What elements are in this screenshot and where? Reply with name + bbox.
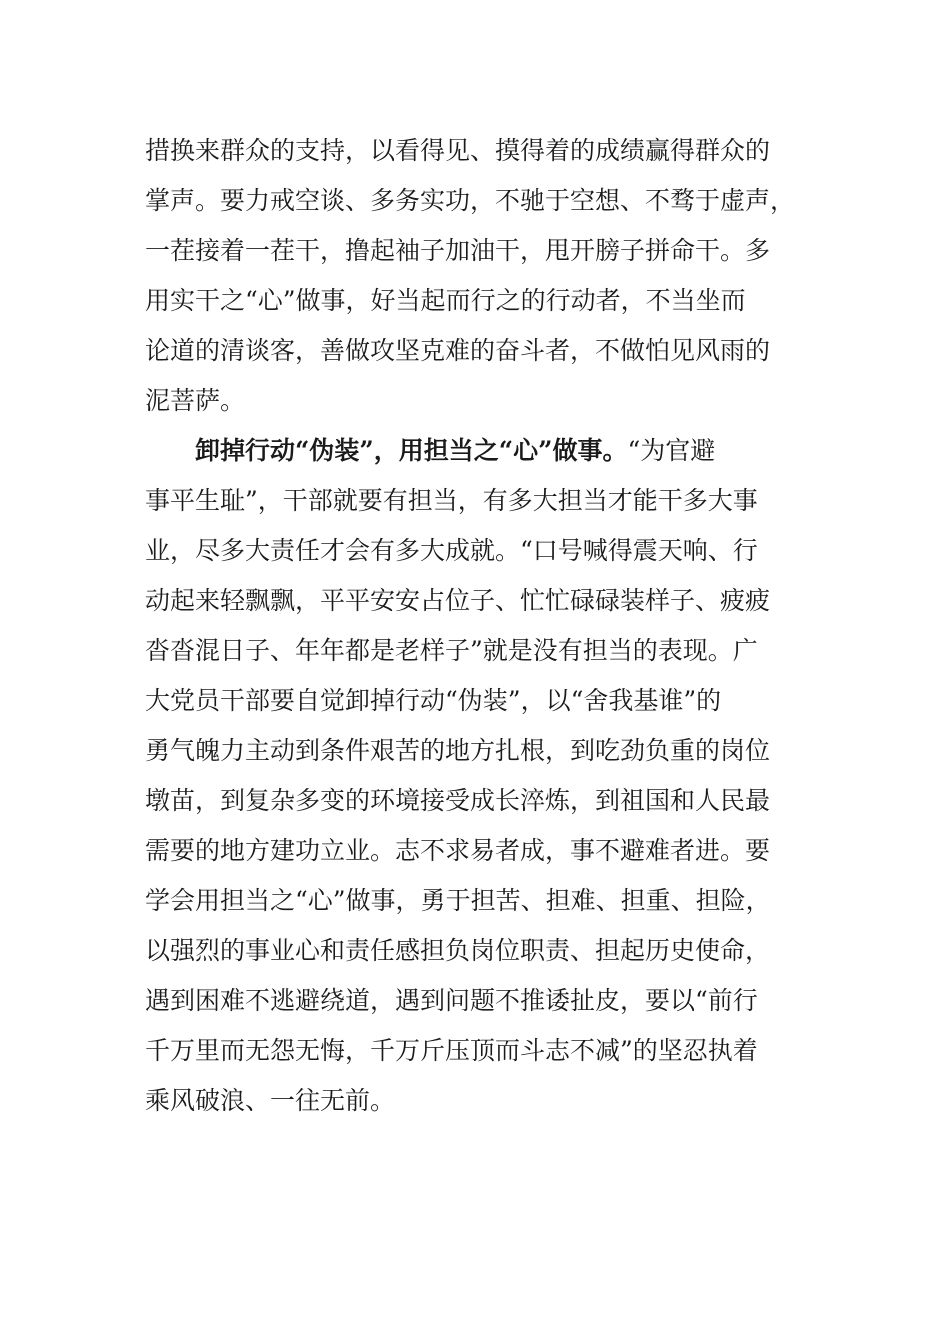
- document-body: [145, 126, 795, 1126]
- text-line: 事平生耻”，干部就要有担当，有多大担当才能干多大事: [145, 486, 758, 515]
- paragraph-2: [145, 426, 795, 1126]
- text-line: 勇气魄力主动到条件艰苦的地方扎根，到吃劲负重的岗位: [145, 736, 771, 765]
- paragraph-1: [145, 126, 795, 426]
- text-line: 论道的清谈客，善做攻坚克难的奋斗者，不做怕见风雨的: [145, 336, 771, 365]
- text-line: 沓沓混日子、年年都是老样子”就是没有担当的表现。广: [145, 636, 758, 665]
- text-line: 措换来群众的支持，以看得见、摸得着的成绩赢得群众的: [145, 136, 771, 165]
- text-line: 以强烈的事业心和责任感担负岗位职责、担起历史使命，: [145, 936, 771, 965]
- text-line: 掌声。要力戒空谈、多务实功，不驰于空想、不骛于虚声，: [145, 186, 795, 215]
- text-line: 需要的地方建功立业。志不求易者成，事不避难者进。要: [145, 836, 771, 865]
- text-line: 业，尽多大责任才会有多大成就。“口号喊得震天响、行: [145, 536, 758, 565]
- text-line: 遇到困难不逃避绕道，遇到问题不推诿扯皮，要以“前行: [145, 986, 758, 1015]
- paragraph-lead-sentence: 卸掉行动“伪装”，用担当之“心”做事。: [195, 436, 628, 465]
- text-line: 用实干之“心”做事，好当起而行之的行动者，不当坐而: [145, 286, 746, 315]
- text-line: 千万里而无怨无悔，千万斤压顶而斗志不减”的坚忍执着: [145, 1036, 758, 1065]
- paragraph-first-line: [145, 426, 795, 476]
- paragraph-first-line-rest: “为官避: [627, 436, 716, 465]
- text-line: 一茬接着一茬干，撸起袖子加油干，甩开膀子拼命干。多: [145, 236, 771, 265]
- text-line: 学会用担当之“心”做事，勇于担苦、担难、担重、担险，: [145, 886, 771, 915]
- text-line: 乘风破浪、一往无前。: [145, 1086, 396, 1115]
- text-line: 墩苗，到复杂多变的环境接受成长淬炼，到祖国和人民最: [145, 786, 771, 815]
- text-line: 泥菩萨。: [145, 386, 246, 415]
- text-line: 动起来轻飘飘，平平安安占位子、忙忙碌碌装样子、疲疲: [145, 586, 771, 615]
- text-line: 大党员干部要自觉卸掉行动“伪装”，以“舍我基谁”的: [145, 686, 722, 715]
